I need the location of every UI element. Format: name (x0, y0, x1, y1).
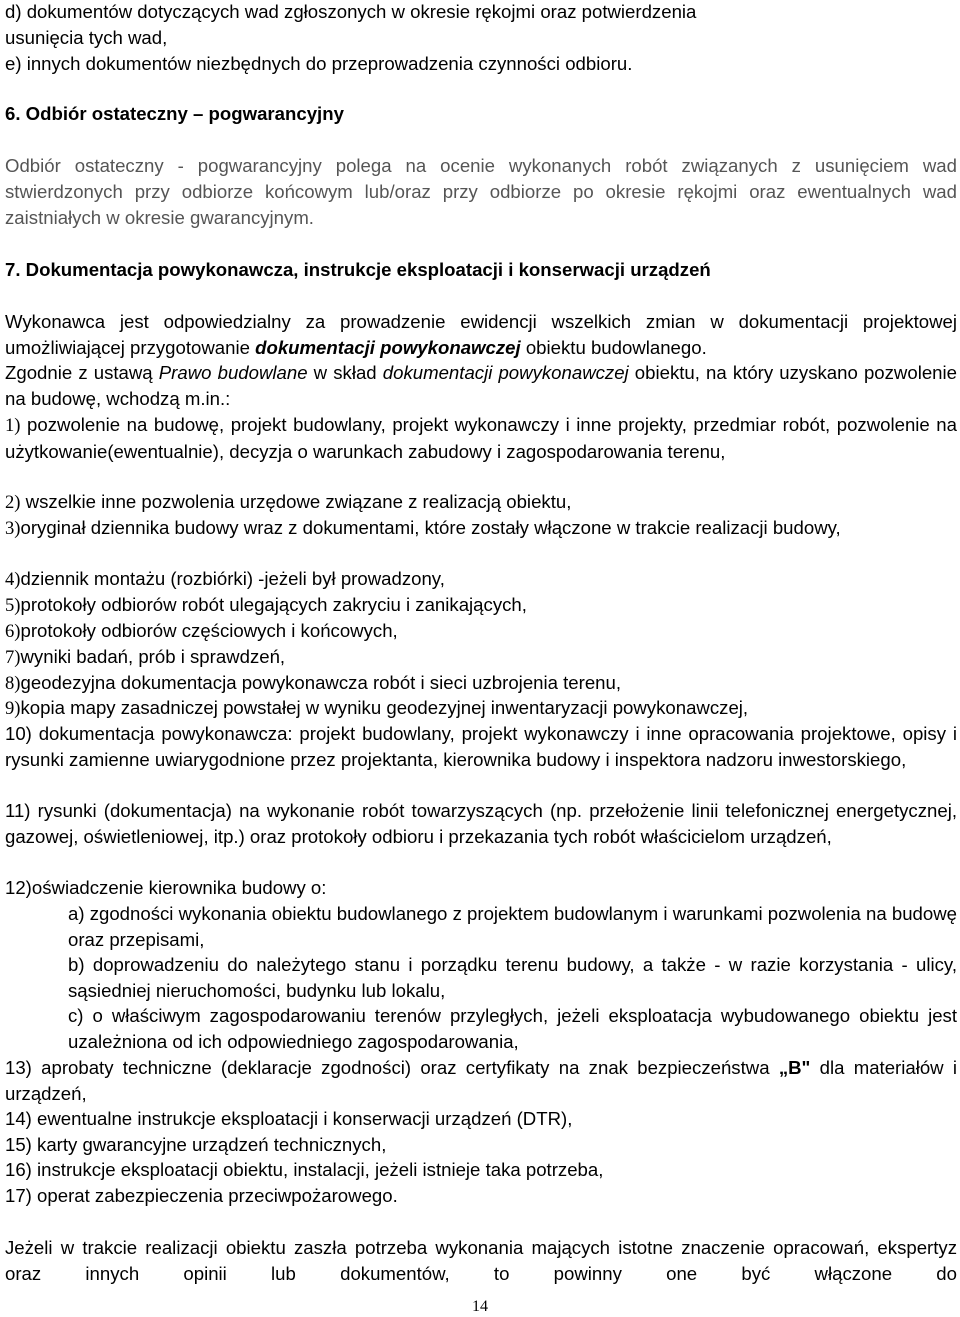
list-item-17: 17) operat zabezpieczenia przeciwpożarowego. (5, 1185, 398, 1206)
list-item-13: 13) aprobaty techniczne (deklaracje zgodności) oraz certyfikaty na znak bezpieczeństwa „B" dla materiałów i urządzeń, (5, 1057, 958, 1104)
list-item-12a: a) zgodności wykonania obiektu budowlanego z projektem budowlanym i warunkami pozwolenia na budowę oraz przepisami, (68, 903, 957, 950)
list-item-6: 6)protokoły odbiorów częściowych i końcowych, (5, 620, 398, 642)
list-item-5: 5)protokoły odbiorów robót ulegających zakryciu i zanikających, (5, 594, 527, 616)
list-item-d-line2: usunięcia tych wad, (5, 27, 168, 48)
list-item-4: 4)dziennik montażu (rozbiórki) -jeżeli był prowadzony, (5, 568, 445, 590)
list-item-e: e) innych dokumentów niezbędnych do przeprowadzenia czynności odbioru. (5, 53, 633, 74)
list-item-7: 7)wyniki badań, prób i sprawdzeń, (5, 646, 286, 668)
list-item-d-line1: d) dokumentów dotyczących wad zgłoszonych w okresie rękojmi oraz potwierdzenia (5, 1, 697, 22)
list-item-2: 2) wszelkie inne pozwolenia urzędowe związane z realizacją obiektu, (5, 491, 572, 513)
section-6-heading: 6. Odbiór ostateczny – pogwarancyjny (5, 103, 344, 124)
list-item-1: 1) pozwolenie na budowę, projekt budowlany, projekt wykonawczy i inne projekty, przedmiar robót, pozwolenie na użytkowanie(ewentualnie), decyzja o warunkach zabudowy i zagospodarowania terenu, (5, 414, 957, 462)
section-7-paragraph-1: Wykonawca jest odpowiedzialny za prowadzenie ewidencji wszelkich zmian w dokumentacji projektowej umożliwiającej przygotowanie dokumentacji powykonawczej obiektu budowlanego. (5, 311, 957, 358)
list-item-3: 3)oryginał dziennika budowy wraz z dokumentami, które zostały włączone w trakcie realizacji budowy, (5, 517, 841, 539)
page-number: 14 (472, 1298, 488, 1315)
section-6-paragraph: Odbiór ostateczny - pogwarancyjny polega na ocenie wykonanych robót związanych z usunięciem wad stwierdzonych przy odbiorze końcowym lub/oraz przy odbiorze po okresie rękojmi oraz ewentualnych wad zaistniałych w okresie gwarancyjnym. (5, 155, 957, 228)
closing-paragraph: Jeżeli w trakcie realizacji obiektu zaszła potrzeba wykonania mających istotne znaczenie opracowań, ekspertyz oraz innych opinii lub dokumentów, to powinny one być włączone do (5, 1237, 957, 1284)
list-item-12b: b) doprowadzeniu do należytego stanu i porządku terenu budowy, a także - w razie korzystania - ulicy, sąsiedniej nieruchomości, budynku lub lokalu, (68, 954, 957, 1001)
list-item-15: 15) karty gwarancyjne urządzeń technicznych, (5, 1134, 387, 1155)
list-item-14: 14) ewentualne instrukcje eksploatacji i konserwacji urządzeń (DTR), (5, 1108, 573, 1129)
list-item-12c: c) o właściwym zagospodarowaniu terenów przyległych, jeżeli eksploatacja wybudowanego obiektu jest uzależniona od ich odpowiedniego zagospodarowania, (68, 1005, 957, 1052)
list-item-9: 9)kopia mapy zasadniczej powstałej w wyniku geodezyjnej inwentaryzacji powykonawczej, (5, 697, 749, 719)
section-7-paragraph-2: Zgodnie z ustawą Prawo budowlane w skład dokumentacji powykonawczej obiektu, na który uzyskano pozwolenie na budowę, wchodzą m.in.: (5, 362, 957, 409)
list-item-16: 16) instrukcje eksploatacji obiektu, instalacji, jeżeli istnieje taka potrzeba, (5, 1159, 604, 1180)
section-7-heading: 7. Dokumentacja powykonawcza, instrukcje eksploatacji i konserwacji urządzeń (5, 259, 711, 280)
list-item-11: 11) rysunki (dokumentacja) na wykonanie robót towarzyszących (np. przełożenie linii telefonicznej energetycznej, gazowej, oświetleniowej, itp.) oraz protokoły odbioru i przekazania tych robót właścicielom urządzeń, (5, 800, 957, 847)
list-item-12: 12)oświadczenie kierownika budowy o: (5, 877, 327, 898)
list-item-8: 8)geodezyjna dokumentacja powykonawcza robót i sieci uzbrojenia terenu, (5, 672, 622, 694)
list-item-10: 10) dokumentacja powykonawcza: projekt budowlany, projekt wykonawczy i inne opracowania projektowe, opisy i rysunki zamienne uwiarygodnione przez projektanta, kierownika budowy i inspektora nadzoru inwestorskiego, (5, 723, 957, 770)
